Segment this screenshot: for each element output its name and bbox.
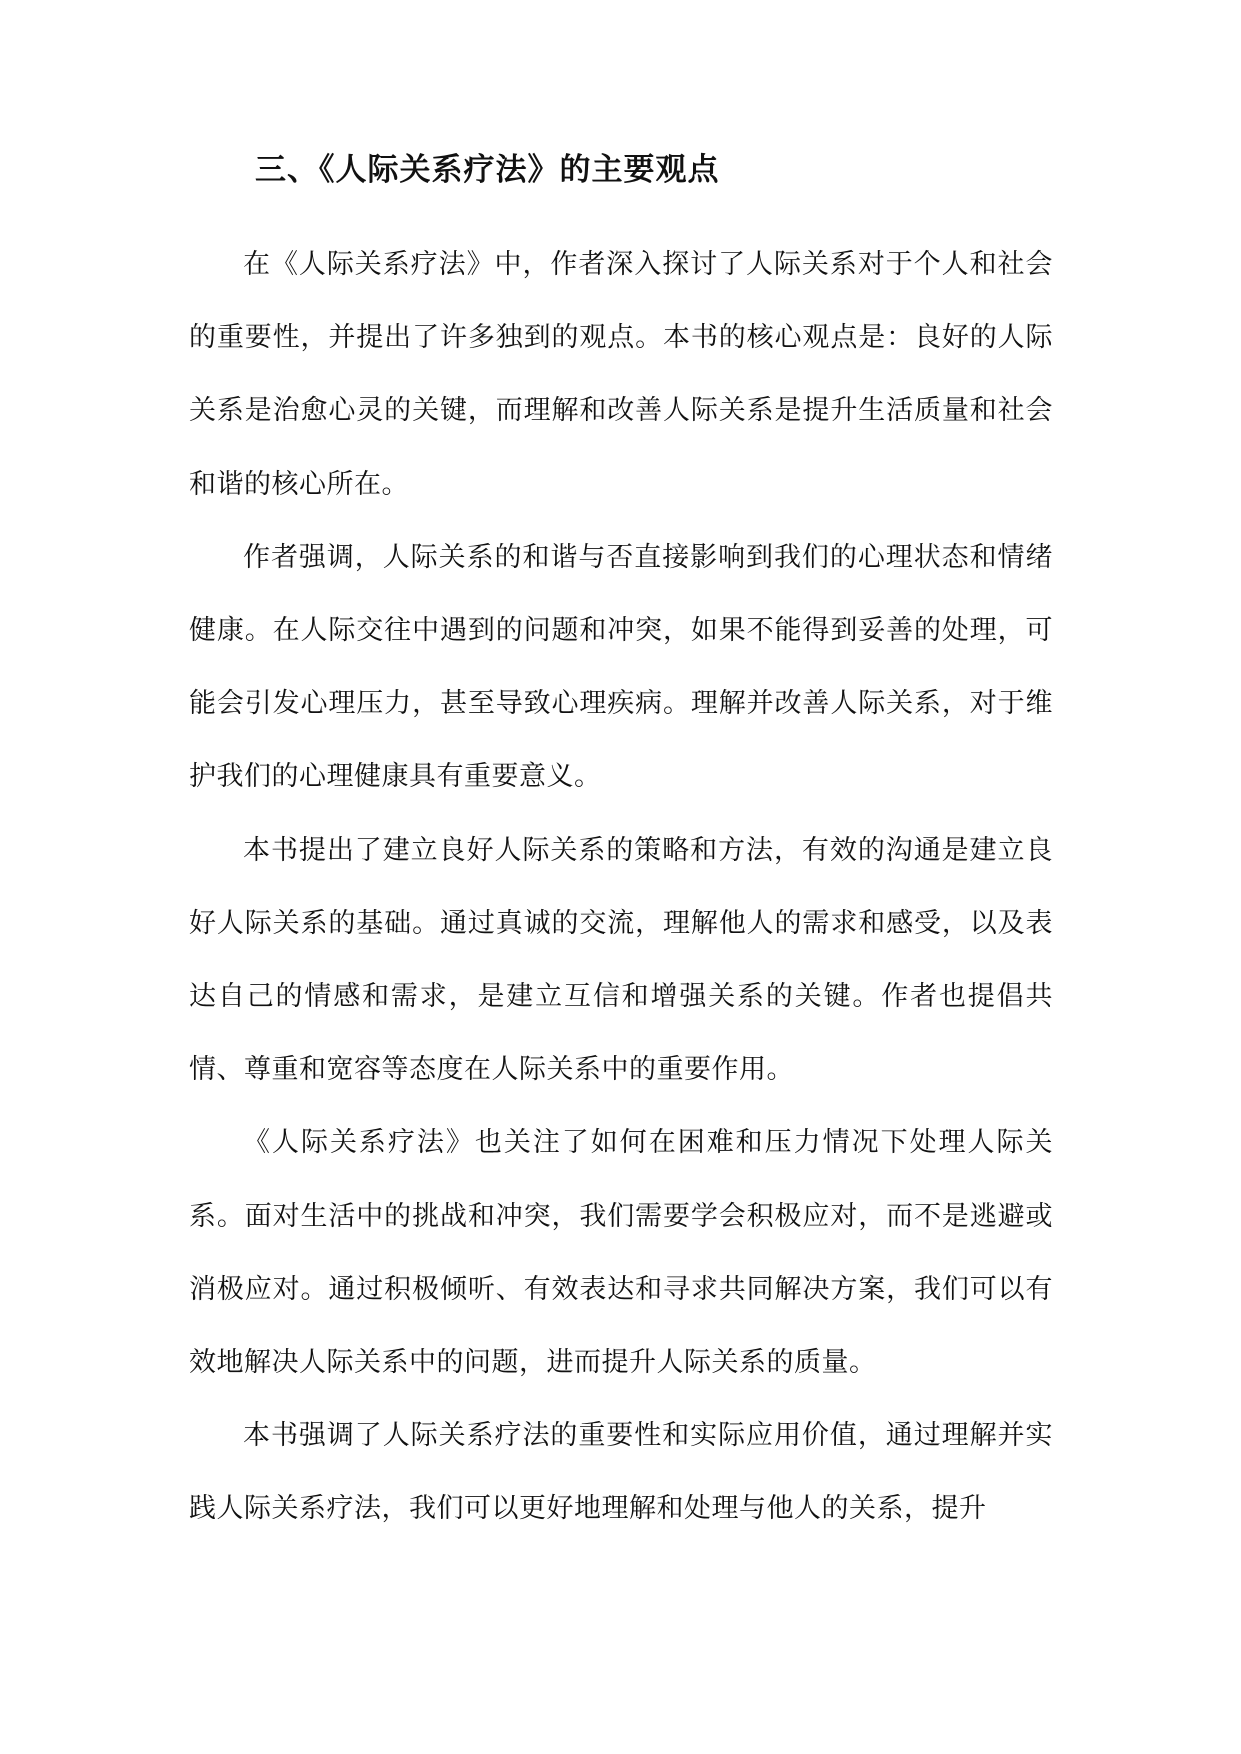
paragraph: 作者强调，人际关系的和谐与否直接影响到我们的心理状态和情绪健康。在人际交往中遇到的问题和冲突，如果不能得到妥善的处理，可能会引发心理压力，甚至导致心理疾病。理解并改善人际关系，对于维护我们的心理健康具有重要意义。 <box>189 541 1053 793</box>
body-text <box>189 228 1053 1546</box>
paragraph: 在《人际关系疗法》中，作者深入探讨了人际关系对于个人和社会的重要性，并提出了许多独到的观点。本书的核心观点是：良好的人际关系是治愈心灵的关键，而理解和改善人际关系是提升生活质量和社会和谐的核心所在。 <box>189 249 1053 500</box>
paragraph: 本书强调了人际关系疗法的重要性和实际应用价值，通过理解并实践人际关系疗法，我们可以更好地理解和处理与他人的关系，提升 <box>189 1420 1053 1525</box>
paragraph: 《人际关系疗法》也关注了如何在困难和压力情况下处理人际关系。面对生活中的挑战和冲突，我们需要学会积极应对，而不是逃避或消极应对。通过积极倾听、有效表达和寻求共同解决方案，我们可以有效地解决人际关系中的问题，进而提升人际关系的质量。 <box>189 1127 1053 1379</box>
paragraph: 本书提出了建立良好人际关系的策略和方法，有效的沟通是建立良好人际关系的基础。通过真诚的交流，理解他人的需求和感受，以及表达自己的情感和需求，是建立互信和增强关系的关键。作者也提倡共情、尊重和宽容等态度在人际关系中的重要作用。 <box>189 834 1053 1086</box>
section-heading: 三、《人际关系疗法》的主要观点 <box>255 152 720 188</box>
